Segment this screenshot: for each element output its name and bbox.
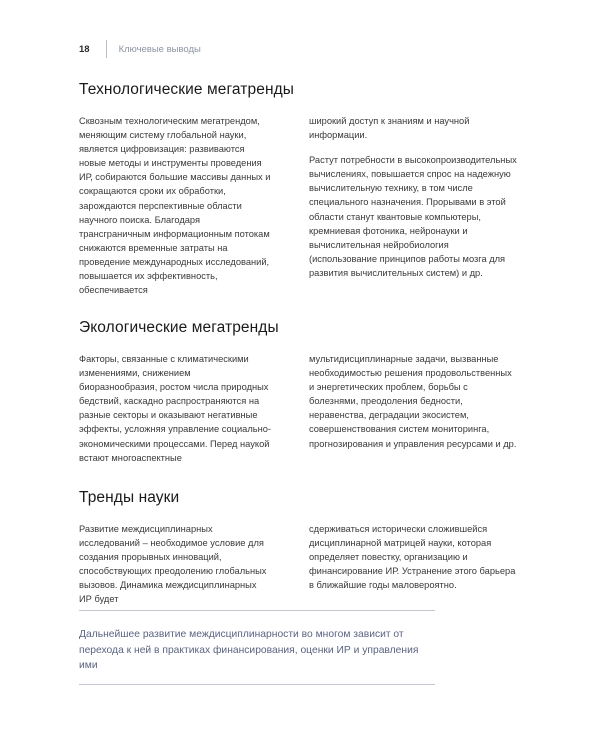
section-technological-megatrends [79,80,519,296]
right-column [309,352,519,462]
section-title: Экологические мегатренды [79,319,279,336]
callout-bottom-rule [79,684,435,685]
paragraph: сдерживаться исторически сложившейся дисциплинарной матрицей науки, которая определяет повестку, организацию и финансирование ИР. Устранение этого барьера в ближайшие годы маловероятно. [309,524,516,591]
left-column [79,522,271,618]
paragraph: Развитие междисциплинарных исследований – необходимое условие для создания прорывных инноваций, способствующих преодолению глобальных вызовов. Динамика междисциплинарных ИР будет [79,524,267,605]
header-divider [106,40,107,58]
callout-top-rule [79,610,435,611]
page-header [79,40,201,58]
right-column [309,114,519,291]
paragraph: мультидисциплинарные задачи, вызванные необходимостью решения продовольственных и энергетических проблем, борьбы с болезнями, преодоления бедности, неравенства, деградации экосистем, совершенствования систем мониторинга, прогнозирования и управления ресурсами и др. [309,354,517,449]
left-column [79,114,271,308]
left-column [79,352,271,476]
section-title: Тренды науки [79,489,180,506]
paragraph: Сквозным технологическим мегатрендом, меняющим систему глобальной науки, является цифровизация: развиваются новые методы и инструменты проведения ИР, собираются большие массивы данных и сокращаются сроки их обработки, зарождаются перспективные области научного поиска. Благодаря трансграничным информационным потокам снижаются временные затраты на проведение международных исследований, повышается их эффективность, обеспечивается [79,116,271,296]
running-head: Ключевые выводы [118,43,201,55]
paragraph: Растут потребности в высокопроизводительных вычислениях, повышается спрос на надежную вычислительную технику, в том числе специального назначения. Прорывами в этой области станут квантовые компьютеры, кремниевая фотоника, нейронауки и вычислительная нейробиология (использование принципов работы мозга для развития вычислительных систем) и др. [309,155,517,278]
page-number: 18 [79,43,90,55]
right-column [309,522,519,603]
section-title: Технологические мегатренды [79,81,294,98]
section-science-trends [79,488,519,605]
paragraph: Факторы, связанные с климатическими изменениями, снижением биоразнообразия, ростом числа природных бедствий, каскадно распространяются на разные секторы и оказывают негативные эффекты, усложняя управление социально-экономическими процессами. Перед наукой встают многоаспектные [79,354,271,463]
section-ecological-megatrends [79,318,519,463]
paragraph: широкий доступ к знаниям и научной информации. [309,116,470,141]
callout-quote: Дальнейшее развитие междисциплинарности во многом зависит от перехода к ней в практиках финансирования, оценки ИР и управления ими [79,629,419,671]
